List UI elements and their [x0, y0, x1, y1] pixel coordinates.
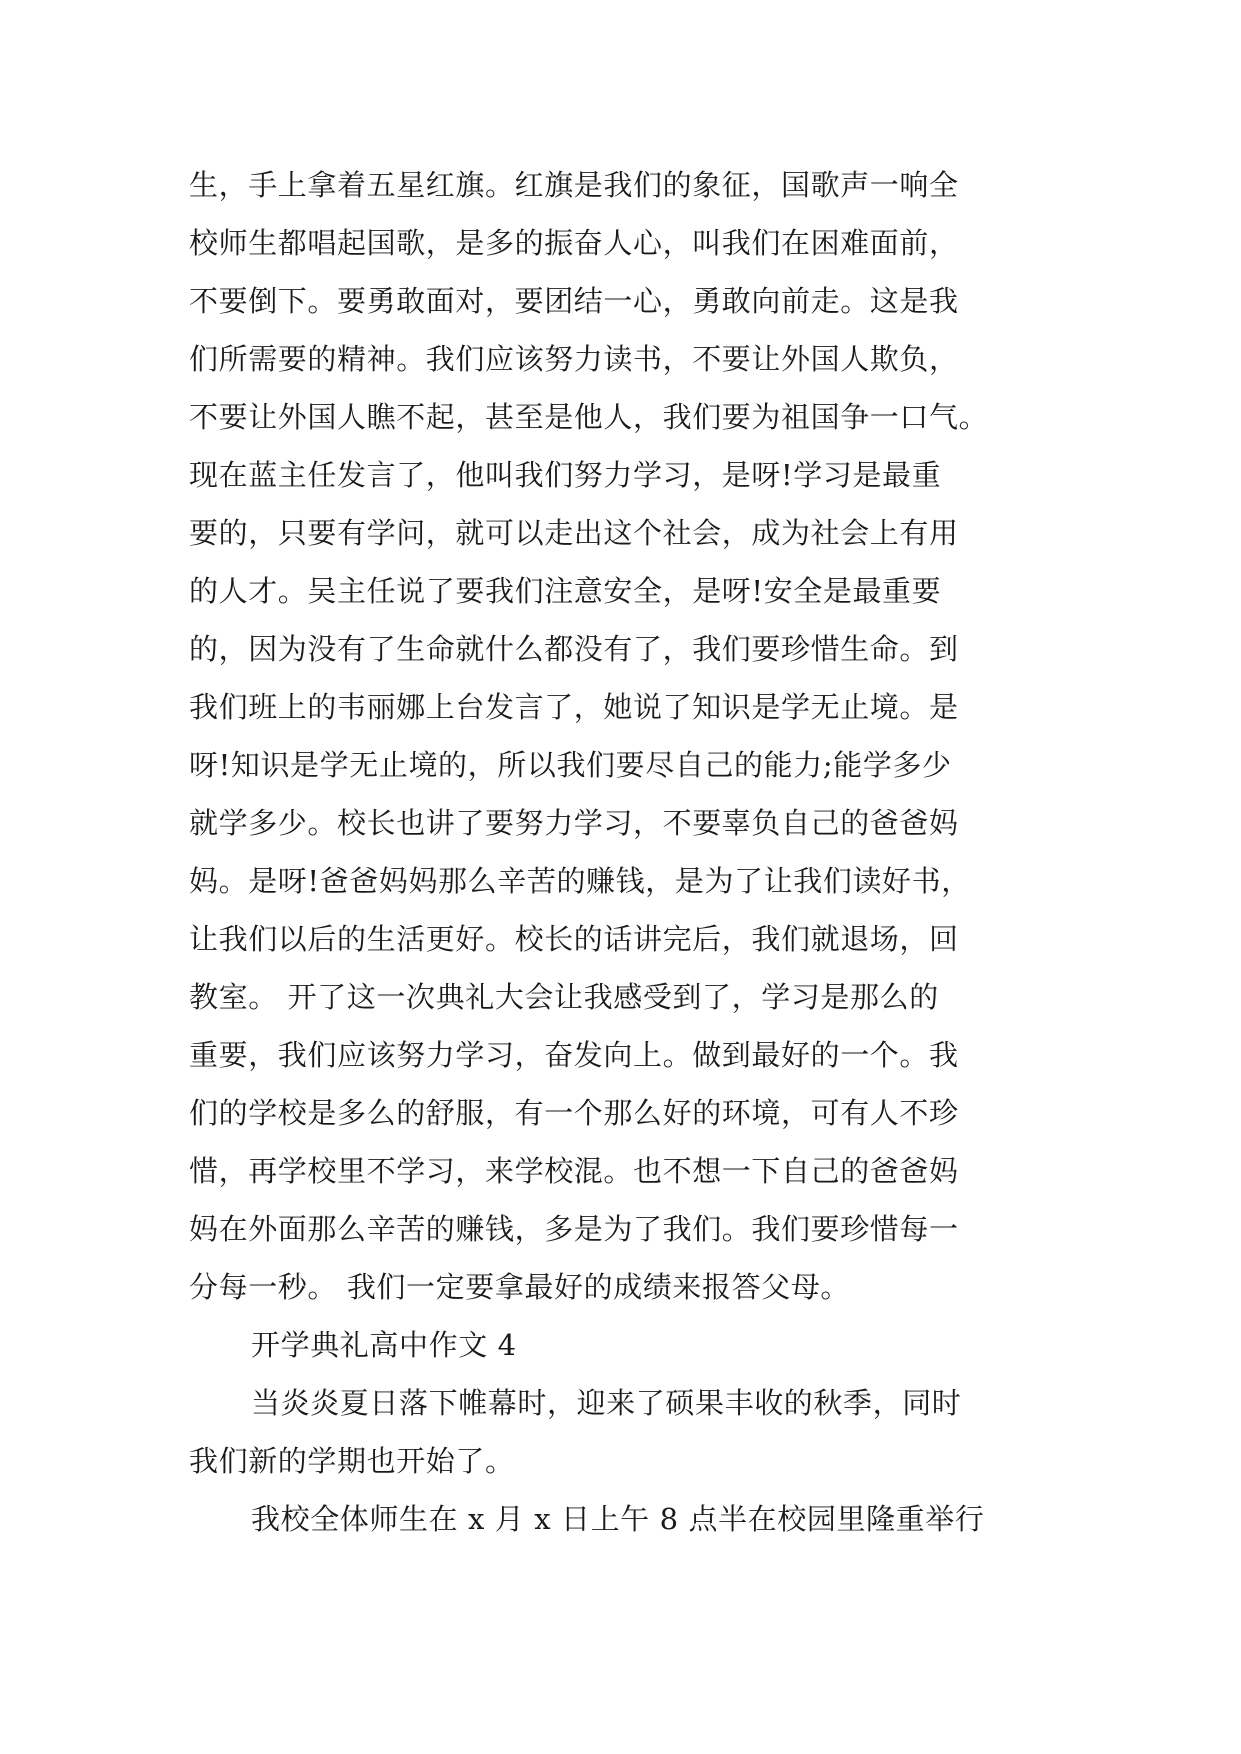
essay-paragraph-1: [189, 156, 1049, 1316]
text-line: 们的学校是多么的舒服，有一个那么好的环境，可有人不珍: [189, 1096, 959, 1130]
essay-paragraph-3: [189, 1490, 1049, 1548]
text-line: 妈。是呀!爸爸妈妈那么辛苦的赚钱，是为了让我们读好书，: [189, 864, 971, 898]
text-line: 教室。 开了这一次典礼大会让我感受到了，学习是那么的: [189, 980, 939, 1014]
text-line: 就学多少。校长也讲了要努力学习，不要辜负自己的爸爸妈: [189, 806, 959, 840]
text-line: 惜，再学校里不学习，来学校混。也不想一下自己的爸爸妈: [189, 1154, 959, 1188]
text-line: 我们班上的韦丽娜上台发言了，她说了知识是学无止境。是: [189, 690, 959, 724]
text-line: 我们新的学期也开始了。: [189, 1444, 515, 1478]
text-line: 不要让外国人瞧不起，甚至是他人，我们要为祖国争一口气。: [189, 400, 989, 434]
text-line: 校师生都唱起国歌，是多的振奋人心，叫我们在困难面前，: [189, 226, 959, 260]
text-line: 现在蓝主任发言了，他叫我们努力学习，是呀!学习是最重: [189, 458, 942, 492]
text-line: 重要，我们应该努力学习，奋发向上。做到最好的一个。我: [189, 1038, 959, 1072]
text-line: 的，因为没有了生命就什么都没有了，我们要珍惜生命。到: [189, 632, 959, 666]
text-line: 呀!知识是学无止境的，所以我们要尽自己的能力;能学多少: [189, 748, 952, 782]
text-line: 生，手上拿着五星红旗。红旗是我们的象征，国歌声一响全: [189, 168, 959, 202]
text-line: 让我们以后的生活更好。校长的话讲完后，我们就退场，回: [189, 922, 959, 956]
text-line: 分每一秒。 我们一定要拿最好的成绩来报答父母。: [189, 1270, 851, 1304]
essay-paragraph-2: [189, 1374, 1049, 1490]
text-line: 要的，只要有学问，就可以走出这个社会，成为社会上有用: [189, 516, 959, 550]
text-line: 我校全体师生在 x 月 x 日上午 8 点半在校园里隆重举行: [251, 1502, 985, 1536]
text-line: 当炎炎夏日落下帷幕时，迎来了硕果丰收的秋季，同时: [251, 1386, 962, 1420]
text-line: 的人才。吴主任说了要我们注意安全，是呀!安全是最重要: [189, 574, 942, 608]
text-line: 们所需要的精神。我们应该努力读书，不要让外国人欺负，: [189, 342, 959, 376]
section-title: 开学典礼高中作文 4: [251, 1328, 517, 1362]
text-line: 不要倒下。要勇敢面对，要团结一心，勇敢向前走。这是我: [189, 284, 959, 318]
text-line: 妈在外面那么辛苦的赚钱，多是为了我们。我们要珍惜每一: [189, 1212, 959, 1246]
document-body: [189, 156, 1049, 1548]
